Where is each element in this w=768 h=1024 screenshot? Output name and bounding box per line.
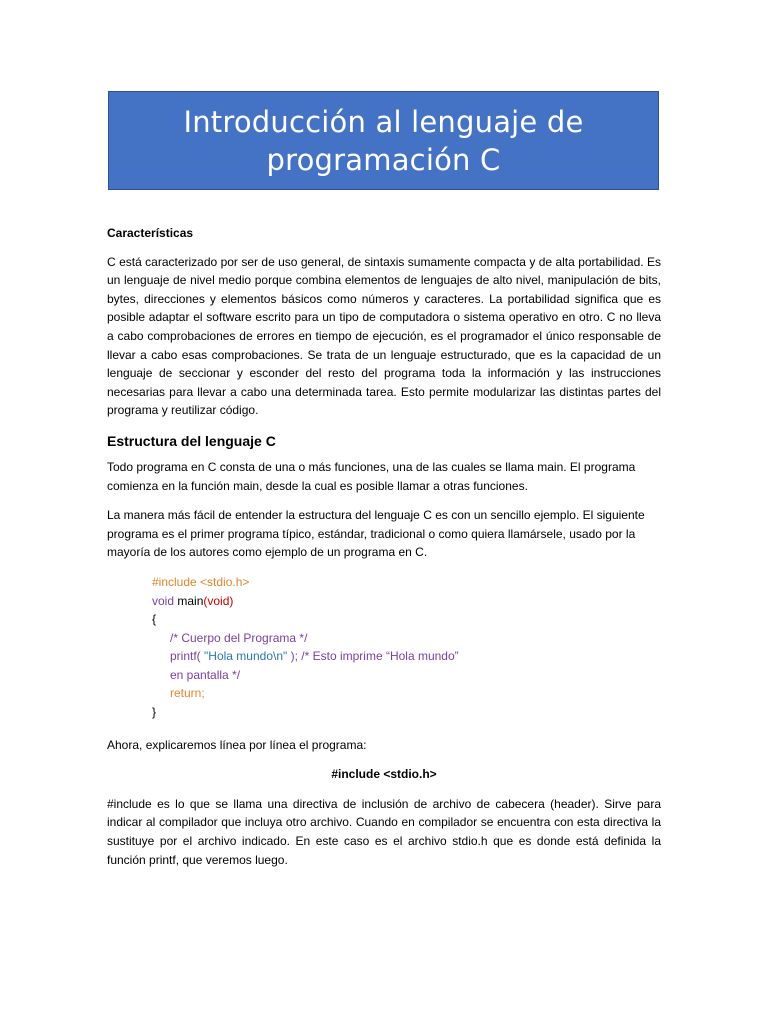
code-line-include bbox=[152, 573, 661, 592]
code-line-return bbox=[152, 684, 661, 703]
title-line-2: programación C bbox=[266, 142, 501, 177]
code-include: #include <stdio.h> bbox=[152, 574, 250, 589]
code-brace-open: { bbox=[152, 612, 157, 627]
paragraph-caracteristicas: C está caracterizado por ser de uso general, de sintaxis sumamente compacta y de alta portabilidad. Es un lenguaje de nivel medio porque combina elementos de lenguajes de alto nivel, manipulación de bits, bytes, direcciones y elementos básicos como números y caracteres. La portabilidad significa que es posible adaptar el software escrito para un tipo de computadora o sistema operativo en otro. C no lleva a cabo comprobaciones de errores en tiempo de ejecución, es el programador el único responsable de llevar a cabo esas comprobaciones. Se trata de un lenguaje estructurado, que es la capacidad de un lenguaje de seccionar y esconder del resto del programa toda la información y las instrucciones necesarias para llevar a cabo una determinada tarea. Esto permite modularizar las distintas partes del programa y reutilizar código. bbox=[107, 254, 661, 418]
paragraph-include: #include es lo que se llama una directiva de inclusión de archivo de cabecera (header). Sirve para indicar al compilador que incluya otro archivo. Cuando en compilador se encuentra con esta directiva la sustituye por el archivo indicado. En este caso es el archivo stdio.h que es donde está definida la función printf, que veremos luego. bbox=[107, 796, 661, 867]
paragraph-funciones: Todo programa en C consta de una o más funciones, una de las cuales se llama main. El programa comienza en la función main, desde la cual es posible llamar a otras funciones. bbox=[107, 459, 636, 493]
code-string: "Hola mundo\n" bbox=[200, 649, 291, 664]
code-line-printf bbox=[152, 647, 661, 666]
code-paren-close: ) bbox=[229, 593, 234, 608]
code-main: main bbox=[177, 593, 204, 608]
heading-estructura: Estructura del lenguaje C bbox=[107, 432, 276, 449]
centered-include: #include <stdio.h> bbox=[331, 767, 437, 782]
paragraph-explicacion-intro: Ahora, explicaremos línea por línea el programa: bbox=[107, 737, 367, 752]
code-line-brace-open bbox=[152, 610, 661, 629]
code-comment-print-cont: en pantalla */ bbox=[170, 667, 241, 682]
code-line-comment-cont bbox=[152, 666, 661, 685]
code-line-comment bbox=[152, 629, 661, 648]
code-line-main bbox=[152, 592, 661, 611]
heading-caracteristicas: Características bbox=[107, 226, 194, 240]
paragraph-ejemplo: La manera más fácil de entender la estructura del lenguaje C es con un sencillo ejemplo. El siguiente programa es el primer programa típico, estándar, tradicional o como quiera llamársele, usado por la mayoría de los autores como ejemplo de un programa en C. bbox=[107, 508, 645, 560]
code-brace-close: } bbox=[152, 705, 157, 720]
code-return: return; bbox=[170, 686, 205, 701]
code-comment-print: /* Esto imprime “Hola mundo” bbox=[297, 649, 459, 664]
title-line-1: Introducción al lenguaje de bbox=[183, 104, 584, 139]
code-void-arg: void bbox=[207, 593, 230, 608]
code-example bbox=[107, 573, 661, 722]
code-line-brace-close bbox=[152, 703, 661, 722]
code-printf-end: ); bbox=[290, 649, 298, 664]
code-comment-body: /* Cuerpo del Programa */ bbox=[170, 630, 308, 645]
title-banner bbox=[108, 91, 659, 190]
code-paren-open: ( bbox=[203, 593, 208, 608]
code-printf: printf( bbox=[170, 649, 201, 664]
document-body bbox=[107, 224, 661, 880]
code-void-keyword: void bbox=[152, 593, 175, 608]
